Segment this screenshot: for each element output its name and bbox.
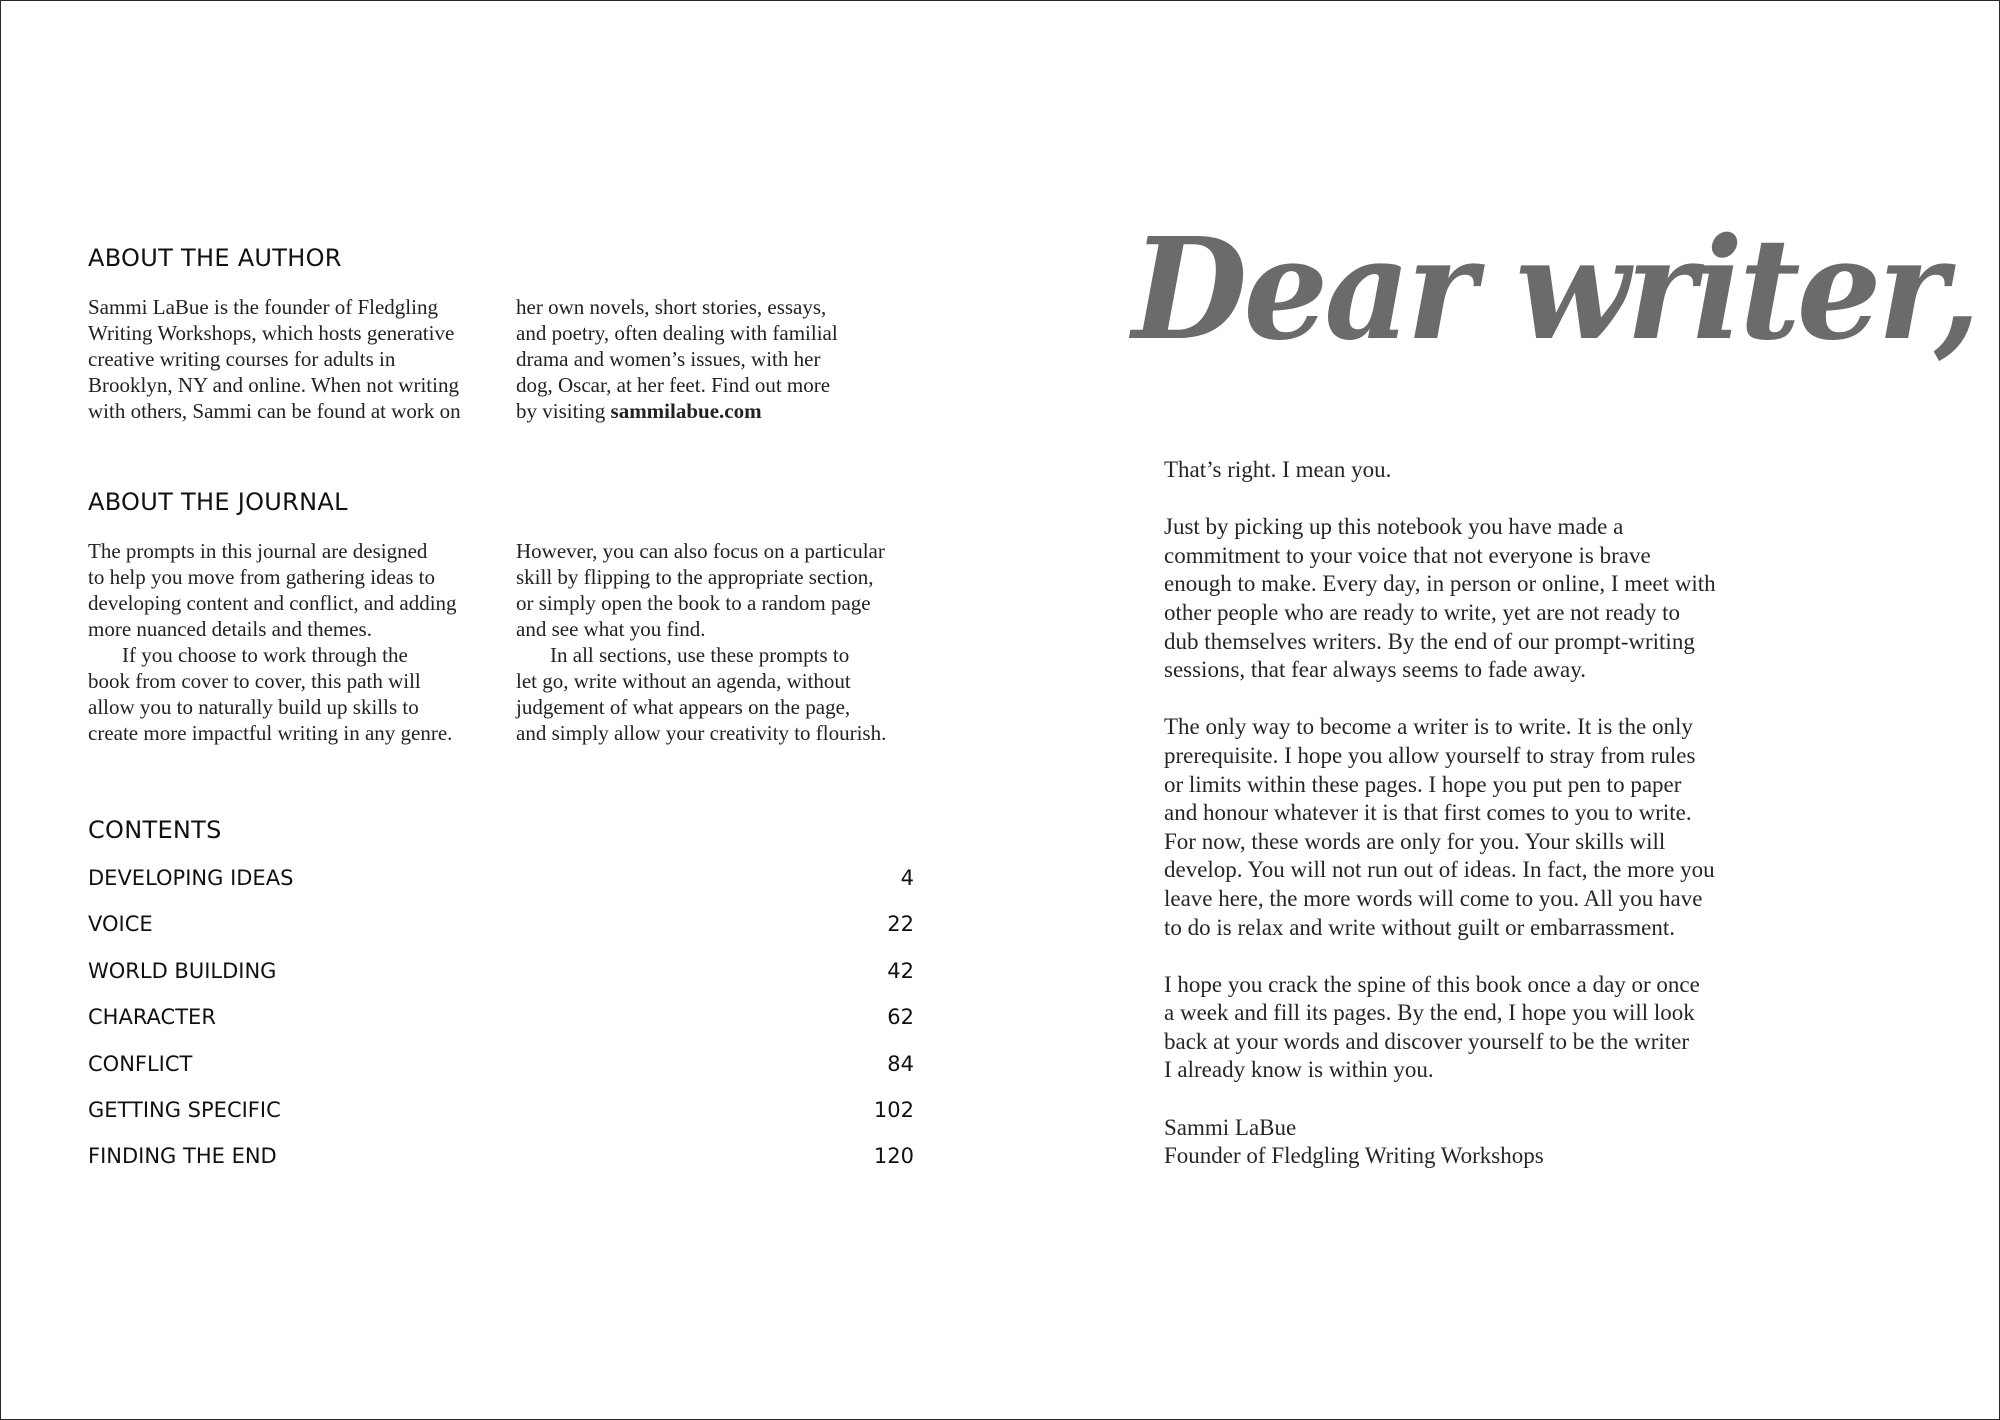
toc-entry[interactable] [88,959,914,989]
about-author-heading: ABOUT THE AUTHOR [88,244,342,272]
text-line: Brooklyn, NY and online. When not writing [88,373,459,397]
text-line: let go, write without an agenda, without [516,669,851,693]
text-line: enough to make. Every day, in person or online, I meet with [1164,571,1716,597]
text-line: other people who are ready to write, yet are not ready to [1164,599,1681,625]
text-line: leave here, the more words will come to you. All you have [1164,885,1703,911]
text-line: skill by flipping to the appropriate section, [516,565,874,589]
text-line: and poetry, often dealing with familial [516,321,838,345]
text-line: Writing Workshops, which hosts generative [88,321,455,345]
text-line: commitment to your voice that not everyone is brave [1164,542,1651,568]
toc-entry-label: FINDING THE END [88,1144,277,1169]
text-line: dub themselves writers. By the end of our prompt-writing [1164,628,1695,654]
letter-paragraph [1164,456,1804,485]
text-line: and honour whatever it is that first comes to you to write. [1164,800,1692,826]
text-line: a week and fill its pages. By the end, I hope you will look [1164,1000,1695,1026]
toc-entry[interactable] [88,866,914,896]
about-journal-col-2 [516,538,886,746]
text-line: sessions, that fear always seems to fade away. [1164,657,1586,683]
text-line: For now, these words are only for you. Your skills will [1164,828,1666,854]
text-line: back at your words and discover yourself to be the writer [1164,1028,1690,1054]
text-line: and see what you find. [516,617,706,641]
toc-entry-label: WORLD BUILDING [88,958,277,983]
signature-name: Sammi LaBue [1164,1114,1297,1140]
text-line: The prompts in this journal are designed [88,539,428,563]
text-line: with others, Sammi can be found at work on [88,399,461,423]
text-line: create more impactful writing in any genre. [88,721,453,745]
toc-entry-page-number: 120 [873,1144,914,1169]
toc-entry-label: VOICE [88,912,153,937]
toc-entry-page-number: 42 [887,958,914,983]
text-line: drama and women’s issues, with her [516,347,821,371]
text-line: That’s right. I mean you. [1164,457,1392,482]
author-website-link[interactable]: sammilabue.com [610,399,762,423]
about-author-col-2 [516,294,838,424]
about-journal-col-1 [88,538,457,746]
text-line: developing content and conflict, and adding [88,591,457,615]
text-line: If you choose to work through the [122,643,408,667]
text-line: judgement of what appears on the page, [516,695,851,719]
letter-paragraph [1164,513,1804,685]
toc-entry-label: CONFLICT [88,1051,193,1076]
text-line: book from cover to cover, this path will [88,669,421,693]
letter-signature [1164,1114,1804,1171]
toc-entry-page-number: 62 [887,1005,914,1030]
text-line: develop. You will not run out of ideas. In fact, the more you [1164,857,1715,883]
toc-entry[interactable] [88,912,914,942]
text-line: dog, Oscar, at her feet. Find out more [516,373,831,397]
text-line: The only way to become a writer is to write. It is the only [1164,714,1693,740]
letter-body [1164,456,1804,1171]
text-line: to help you move from gathering ideas to [88,565,436,589]
toc-entry-page-number: 22 [887,912,914,937]
text-line: or limits within these pages. I hope you put pen to paper [1164,771,1682,797]
toc-entry-page-number: 102 [873,1098,914,1122]
toc-entry-label: DEVELOPING IDEAS [88,866,294,890]
toc-entry-page-number: 84 [887,1051,914,1076]
about-author-col-1 [88,294,461,424]
toc-entry-label: GETTING SPECIFIC [88,1098,281,1122]
text-line [516,398,838,424]
text-line: prerequisite. I hope you allow yourself to stray from rules [1164,742,1696,768]
toc-entry-label: CHARACTER [88,1005,216,1030]
toc-entry[interactable] [88,1144,914,1174]
text-line: I hope you crack the spine of this book once a day or once [1164,971,1700,997]
text-line: In all sections, use these prompts to [550,643,850,667]
letter-salutation: Dear writer, [1132,208,1977,372]
text-line: and simply allow your creativity to flourish. [516,721,887,745]
signature-title: Founder of Fledgling Writing Workshops [1164,1143,1544,1169]
contents-heading: CONTENTS [88,816,222,844]
letter-paragraph [1164,713,1804,942]
text-line: her own novels, short stories, essays, [516,295,827,319]
toc-entry[interactable] [88,1005,914,1035]
text-line: creative writing courses for adults in [88,347,396,371]
website-prefix: by visiting [516,399,611,423]
text-line: allow you to naturally build up skills to [88,695,419,719]
about-journal-heading: ABOUT THE JOURNAL [88,488,348,516]
text-line: I already know is within you. [1164,1057,1434,1083]
text-line: to do is relax and write without guilt or embarrassment. [1164,914,1675,940]
toc-entry-page-number: 4 [900,866,914,890]
toc-entry[interactable] [88,1052,914,1082]
text-line: Just by picking up this notebook you have made a [1164,514,1624,540]
letter-paragraph [1164,971,1804,1085]
text-line: more nuanced details and themes. [88,617,372,641]
toc-entry[interactable] [88,1098,914,1128]
text-line: Sammi LaBue is the founder of Fledgling [88,295,438,319]
text-line: However, you can also focus on a particular [516,539,885,563]
text-line: or simply open the book to a random page [516,591,871,615]
